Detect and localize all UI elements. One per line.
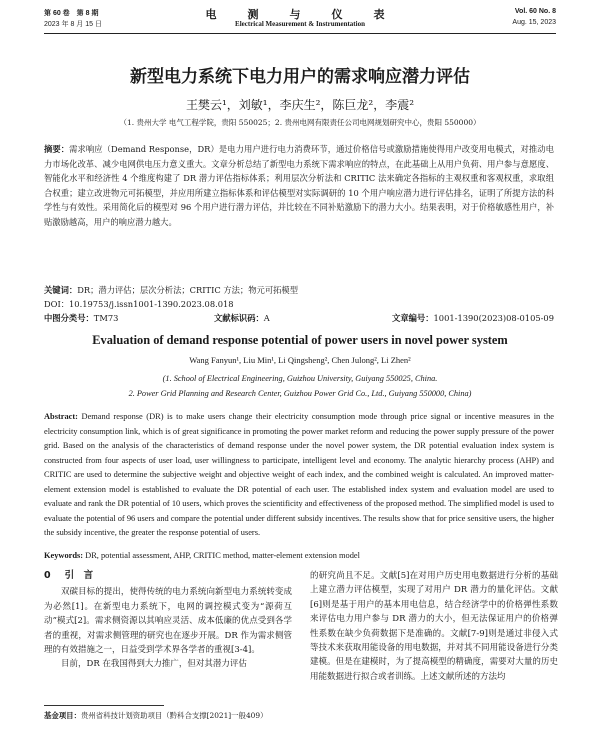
article-label: 文章编号： [392, 313, 434, 323]
keywords-cn-text: DR；潜力评估；层次分析法；CRITIC 方法；物元可拓模型 [77, 285, 299, 295]
affiliation-en-2: 2. Power Grid Planning and Research Center, Guizhou Power Grid Co., Ltd., Guiyang 550000, China) [128, 389, 472, 398]
funding-text: 贵州省科技计划资助项目（黔科合支撑[2021]一般409） [80, 711, 268, 720]
doc-label: 文献标识码： [214, 313, 264, 323]
date-cn: 2023 年 8 月 15 日 [44, 21, 102, 28]
funding-note [44, 710, 267, 721]
affiliation-en-1: (1. School of Electrical Engineering, Guizhou University, Guiyang 550025, China. [162, 374, 438, 383]
keywords-en [44, 551, 554, 560]
article-number [392, 312, 554, 324]
date-en: Aug. 15, 2023 [512, 19, 556, 26]
abstract-en-label: Abstract: [44, 412, 78, 421]
clc-value: TM73 [93, 313, 119, 323]
section-number: 0 [44, 570, 51, 581]
abstract-en-text: Demand response (DR) is to make users change their electricity consumption mode through price signal or incentive measures in the electricity consumption link, which is of great significance in promoting the power market reform and reducing the power supply pressure of the power grid. Based on the analysis of the characteristics of demand response under the novel power system, the DR potential evaluation index system is constructed from four aspects of user load, user willingness to participate, intelligent level and economy. The analytic hierarchy process (AHP) and CRITIC are used to determine the subjective weight and objective weight of each index, and the combined weight is calculated. An improved matter-element extension model is established to evaluate the DR potential of each user. The established index system and evaluation model are used to evaluate and rank the DR potential of 10 users, which proves the scientificity and effectiveness of the proposed method. The simplified model is used to evaluate the potential of 96 users and compare the potential under different subsidy incentives. The results show that for price sensitive users, the higher the subsidy incentive, the greater the response potential of users. [44, 412, 554, 537]
abstract-en [44, 410, 554, 541]
journal-title-cn: 电 测 与 仪 表 [205, 8, 395, 21]
body-paragraph: 双碳目标的提出，使得传统的电力系统向新型电力系统转变成为必然[1]。在新型电力系统下，电网的调控模式变为“源荷互动”模式[2]。需求侧资源以其响应灵活、成本低廉的优点受到各学者的重视，对需求侧管理的研究也在逐步开展。DR 作为需求侧管理的有效措施之一，日益受到学术界各学者的重视[3-4]。 [44, 587, 292, 656]
footnote-rule [44, 705, 164, 706]
abstract-cn-text: 需求响应（Demand Response，DR）是电力用户进行电力消费环节，通过价格信号或激励措施使得用户改变用电模式，对推动电力市场化改革、减少电网供电压力意义重大。文章分析总结了新型电力系统下需求响应的特点，在此基础上从用户负荷、用户参与意愿度、智能化水平和经济性 4 个维度构建了 DR 潜力评估指标体系；利用层次分析法和 CRITIC 法来确定各指标的主观权重和客观权重，求取组合权重；建立改进物元可拓模型，并应用所建立指标体系和评估模型对实际调研的 10 个用户响应潜力进行评估排名，证明了所提方法的科学性与有效性。采用简化后的模型对 96 个用户进行潜力评估，并比较在不同补贴激励下的潜力大小。结果表明，对于价格敏感性用户，补贴激励越高，用户的响应潜力越大。 [44, 144, 554, 227]
abstract-cn-label: 摘要： [44, 144, 70, 154]
funding-label: 基金项目： [44, 711, 81, 720]
keywords-en-text: DR, potential assessment, AHP, CRITIC method, matter-element extension model [85, 551, 360, 560]
authors-cn: 王樊云¹，刘敏¹，李庆生²，陈巨龙²，李震² [185, 98, 415, 112]
body-paragraph: 目前，DR 在我国得到大力推广，但对其潜力评估 [61, 659, 247, 670]
clc-number [44, 312, 118, 324]
affiliation-cn: （1. 贵州大学 电气工程学院，贵阳 550025；2. 贵州电网有限责任公司电网规划研究中心，贵阳 550000） [119, 118, 481, 127]
clc-label: 中图分类号： [44, 313, 94, 323]
body-column-right [310, 569, 558, 684]
journal-title-en: Electrical Measurement & Instrumentation [235, 20, 365, 28]
volume-cn: 第 60 卷 第 8 期 [44, 10, 99, 17]
header-rule [44, 33, 556, 34]
body-column-left [44, 569, 292, 672]
section-heading [44, 569, 292, 583]
authors-en: Wang Fanyun¹, Liu Min¹, Li Qingsheng², Chen Julong², Li Zhen² [189, 355, 411, 365]
article-value: 1001-1390(2023)08-0105-09 [433, 313, 554, 323]
paper-title-en: Evaluation of demand response potential of power users in novel power system [92, 333, 508, 347]
keywords-cn-label: 关键词： [44, 285, 78, 295]
running-header [44, 6, 556, 34]
volume-en: Vol. 60 No. 8 [514, 8, 556, 15]
body-paragraph: 的研究尚且不足。文献[5]在对用户历史用电数据进行分析的基础上建立潜力评估模型，实现了对用户 DR 潜力的量化评估。文献[6]则是基于用户的基本用电信息，结合经济学中的价格弹性系数来评估电力用户参与 DR 潜力的大小，但无法保证用户的价格弹性系数在缺少负荷数据下是准确的。文献[7-9]则是通过非侵入式等技术来获取用能设备的用电数据，并对其不同用能设备进行分类建模。但是在建模时，为了提高模型的精确度，需要对大量的历史用能数据进行拟合或者训练。上述文献所述的方法均 [310, 571, 558, 682]
doc-value: A [263, 313, 270, 323]
paper-title-cn: 新型电力系统下电力用户的需求响应潜力评估 [130, 67, 470, 87]
abstract-cn [44, 142, 554, 229]
document-code [214, 312, 270, 324]
section-title: 引 言 [64, 570, 94, 581]
keywords-en-label: Keywords: [44, 551, 84, 560]
keywords-cn [44, 284, 554, 296]
doi: DOI：10.19753/j.issn1001-1390.2023.08.018 [44, 299, 234, 309]
